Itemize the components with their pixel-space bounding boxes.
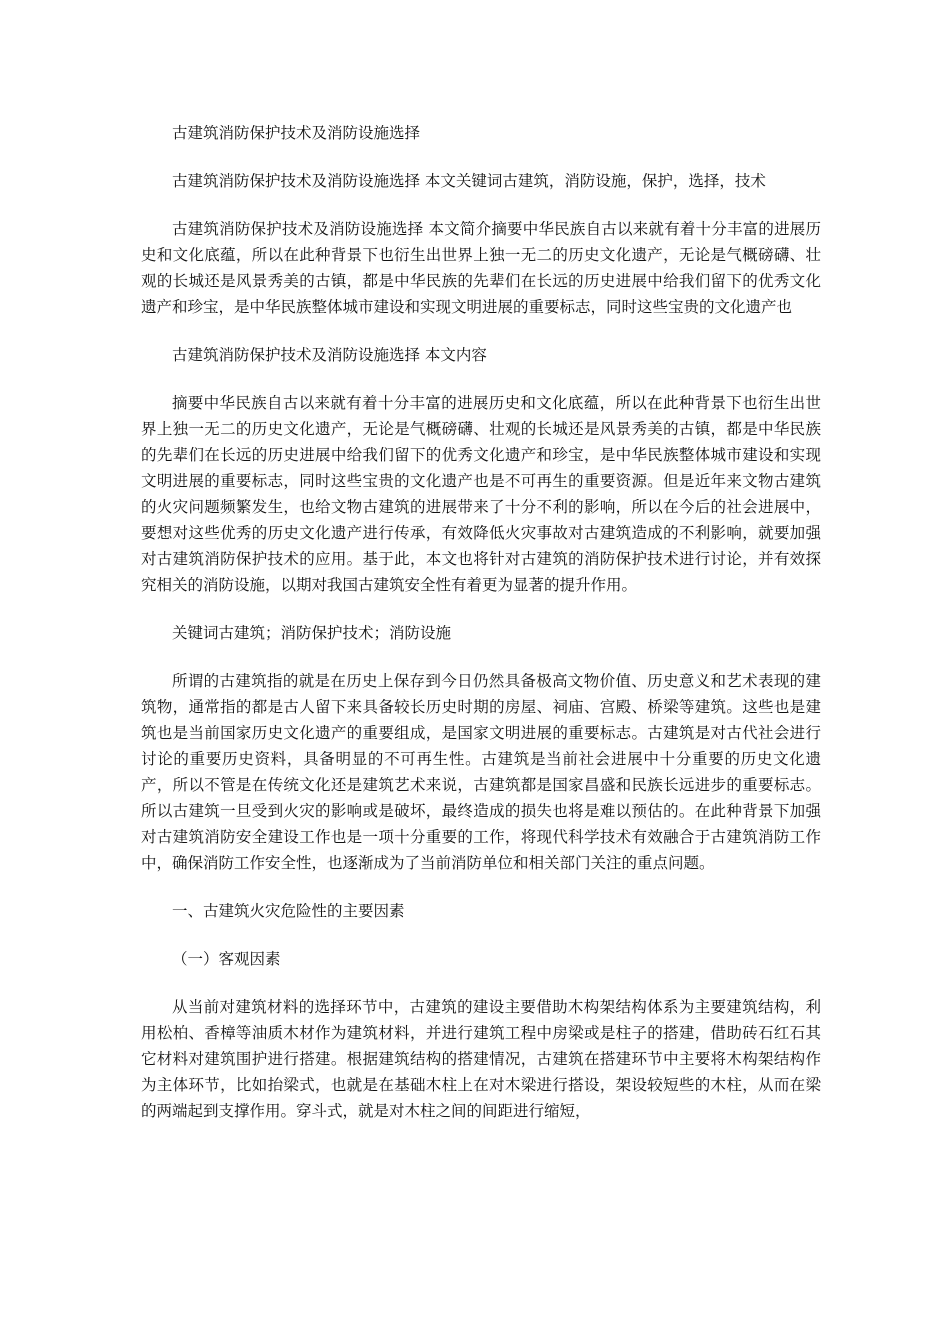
subsection-heading: （一）客观因素 (172, 950, 281, 968)
content-heading: 古建筑消防保护技术及消防设施选择 本文内容 (172, 346, 487, 364)
document-title: 古建筑消防保护技术及消防设施选择 (172, 124, 421, 142)
intro-paragraph: 所谓的古建筑指的就是在历史上保存到今日仍然具备极高文物价值、历史意义和艺术表现的建筑物，通常指的都是古人留下来具备较长历史时期的房屋、祠庙、宫殿、桥梁等建筑。这些也是建筑也是当前国家历史文化遗产的重要组成，是国家文明进展的重要标志。古建筑是对古代社会进行讨论的重要历史资料，具备明显的不可再生性。古建筑是当前社会进展中十分重要的历史文化遗产，所以不管是在传统文化还是建筑艺术来说，古建筑都是国家昌盛和民族长远进步的重要标志。所以古建筑一旦受到火灾的影响或是破坏，最终造成的损失也将是难以预估的。在此种背景下加强对古建筑消防安全建设工作也是一项十分重要的工作，将现代科学技术有效融合于古建筑消防工作中，确保消防工作安全性，也逐渐成为了当前消防单位和相关部门关注的重点问题。 (141, 672, 821, 872)
subsection-paragraph: 从当前对建筑材料的选择环节中，古建筑的建设主要借助木构架结构体系为主要建筑结构，利用松柏、香樟等油质木材作为建筑材料，并进行建筑工程中房梁或是柱子的搭建，借助砖石红石其它材料对建筑围护进行搭建。根据建筑结构的搭建情况，古建筑在搭建环节中主要将木构架结构作为主体环节，比如抬梁式，也就是在基础木柱上在对木梁进行搭设，架设较短些的木柱，从而在梁的两端起到支撑作用。穿斗式，就是对木柱之间的间距进行缩短， (141, 998, 821, 1120)
summary-paragraph: 摘要中华民族自古以来就有着十分丰富的进展历史和文化底蕴，所以在此种背景下也衍生出世界上独一无二的历史文化遗产，无论是气概磅礴、壮观的长城还是风景秀美的古镇，都是中华民族的先辈们在长远的历史进展中给我们留下的优秀文化遗产和珍宝，是中华民族整体城市建设和实现文明进展的重要标志，同时这些宝贵的文化遗产也是不可再生的重要资源。但是近年来文物古建筑的火灾问题频繁发生，也给文物古建筑的进展带来了十分不利的影响，所以在今后的社会进展中，要想对这些优秀的历史文化遗产进行传承，有效降低火灾事故对古建筑造成的不利影响，就要加强对古建筑消防保护技术的应用。基于此，本文也将针对古建筑的消防保护技术进行讨论，并有效探究相关的消防设施，以期对我国古建筑安全性有着更为显著的提升作用。 (141, 394, 821, 594)
document-page (141, 120, 821, 1146)
keywords-paragraph: 关键词古建筑；消防保护技术；消防设施 (172, 624, 452, 642)
abstract-line: 古建筑消防保护技术及消防设施选择 本文简介摘要中华民族自古以来就有着十分丰富的进展历史和文化底蕴，所以在此种背景下也衍生出世界上独一无二的历史文化遗产，无论是气概磅礴、壮观的长城还是风景秀美的古镇，都是中华民族的先辈们在长远的历史进展中给我们留下的优秀文化遗产和珍宝，是中华民族整体城市建设和实现文明进展的重要标志，同时这些宝贵的文化遗产也 (141, 220, 821, 316)
keywords-line: 古建筑消防保护技术及消防设施选择 本文关键词古建筑，消防设施，保护，选择，技术 (172, 172, 766, 190)
section-heading: 一、古建筑火灾危险性的主要因素 (172, 902, 405, 920)
